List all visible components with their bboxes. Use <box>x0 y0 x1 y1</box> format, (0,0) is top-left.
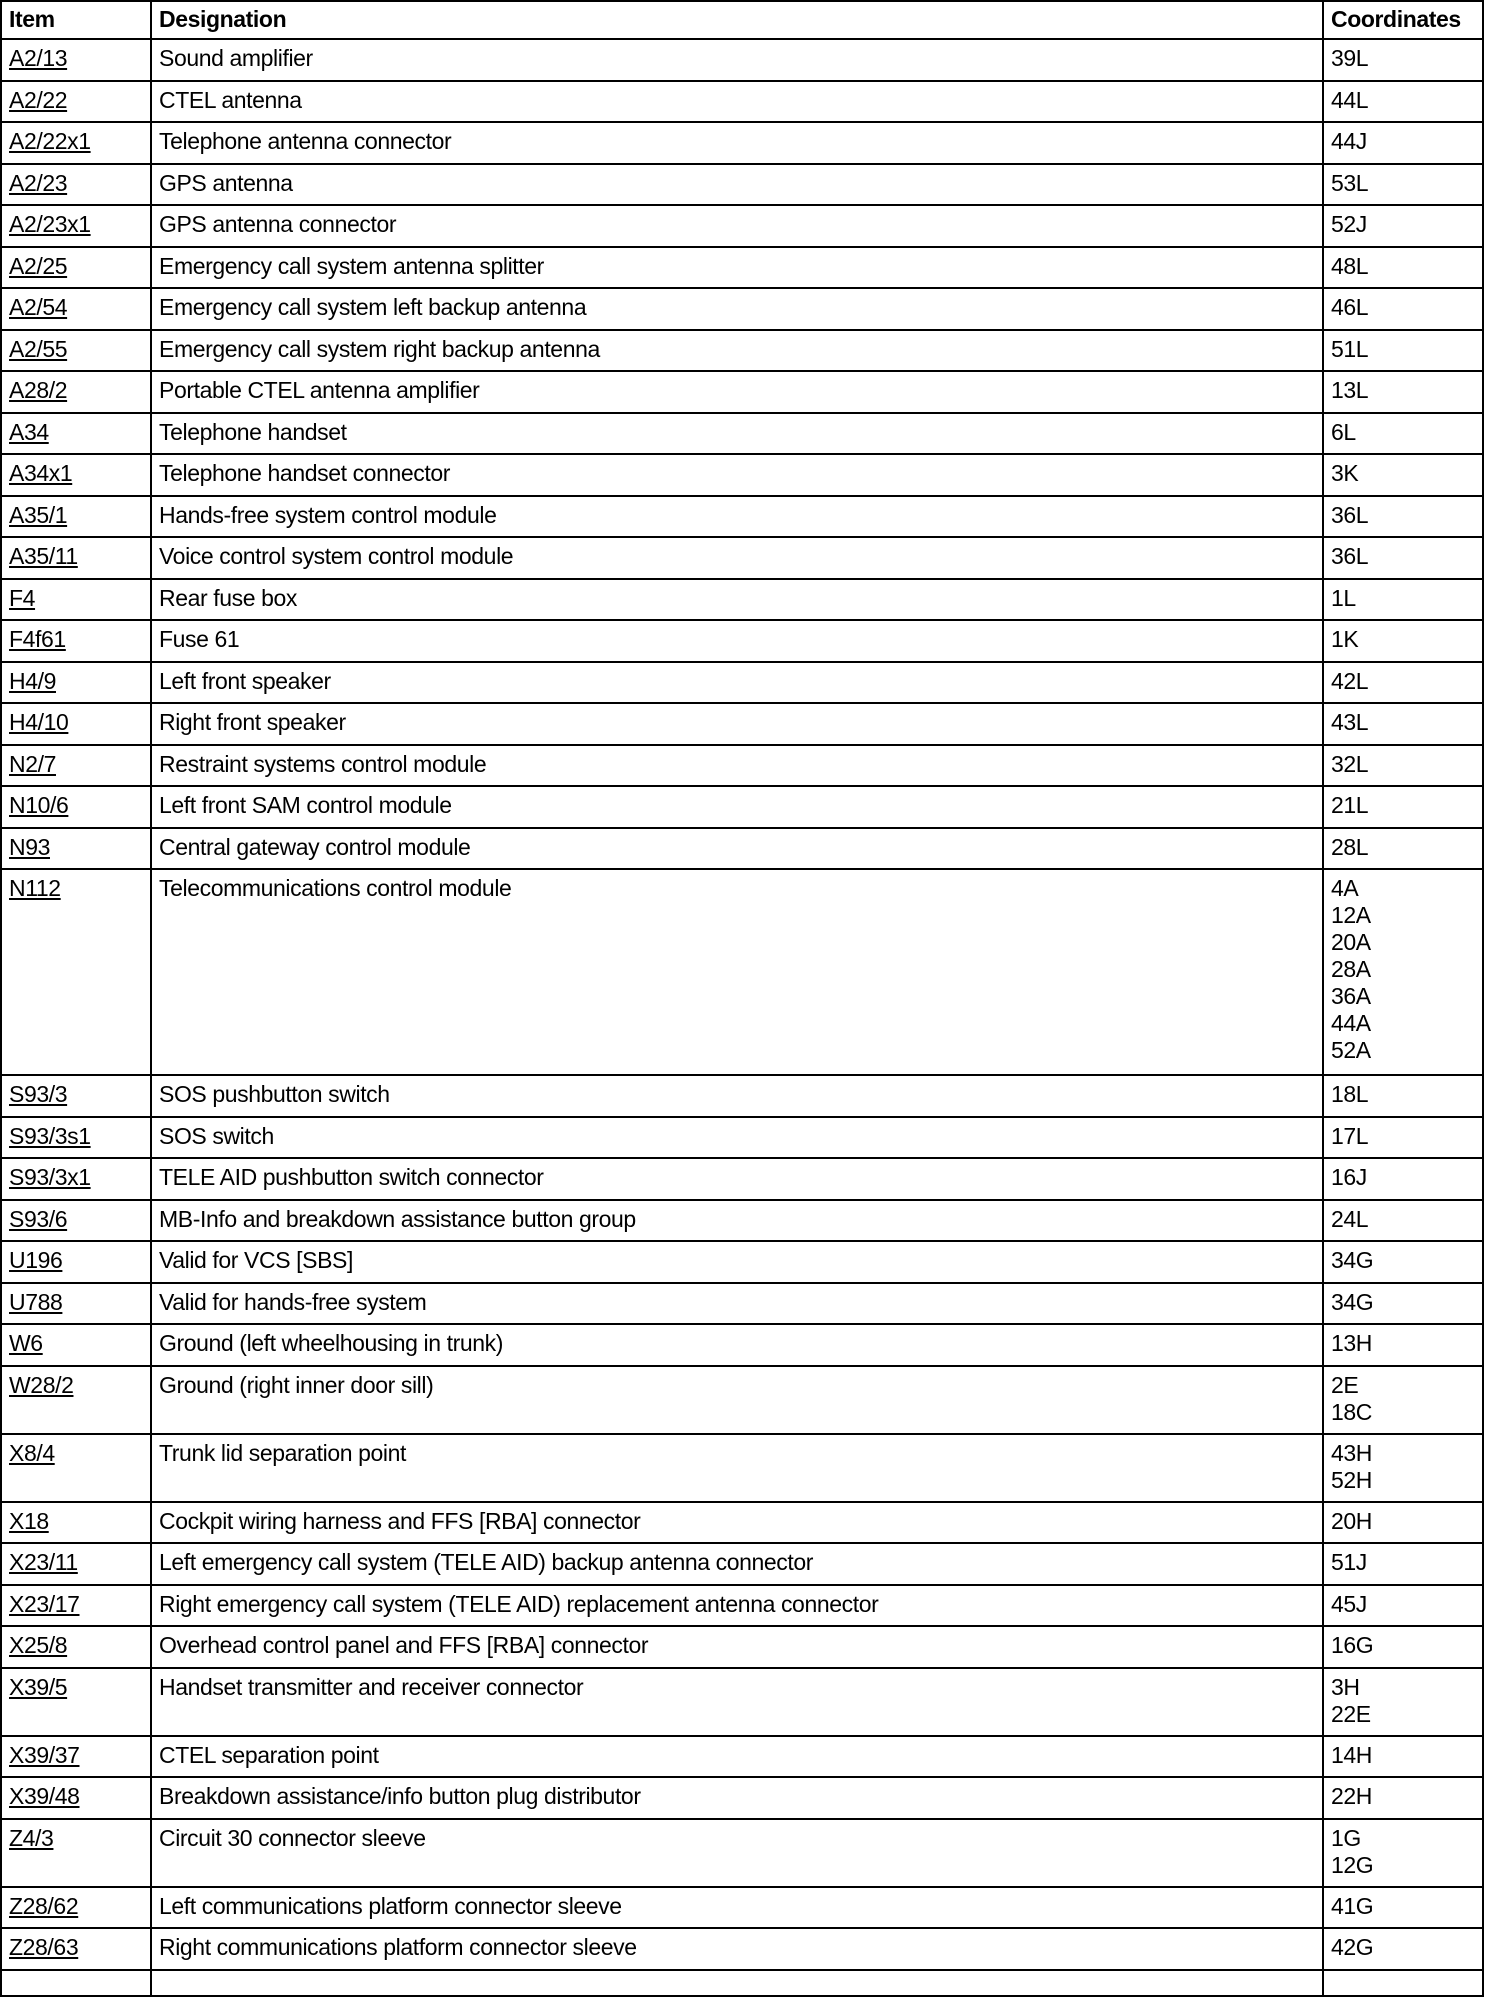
item-link[interactable]: A34x1 <box>9 460 73 486</box>
coordinate-value: 1L <box>1331 584 1356 611</box>
designation-cell: Trunk lid separation point <box>151 1434 1323 1502</box>
item-link[interactable]: H4/10 <box>9 709 69 735</box>
empty-cell <box>1323 1970 1483 1996</box>
coordinate-value: 51J <box>1331 1549 1367 1575</box>
coordinate-value: 18L <box>1331 1081 1369 1107</box>
item-cell <box>1 1585 151 1627</box>
table-row <box>1 1283 1483 1325</box>
table-row <box>1 662 1483 704</box>
table-row <box>1 496 1483 538</box>
table-row <box>1 1075 1483 1117</box>
table-row <box>1 1819 1483 1887</box>
item-link[interactable]: N93 <box>9 833 50 860</box>
table-row <box>1 1502 1483 1544</box>
item-cell <box>1 81 151 123</box>
table-row <box>1 1200 1483 1242</box>
coordinates-cell <box>1323 330 1483 372</box>
table-body <box>1 39 1483 1996</box>
coordinates-cell <box>1323 1819 1483 1887</box>
table-row <box>1 1117 1483 1159</box>
table-row <box>1 1543 1483 1585</box>
item-link[interactable]: A2/25 <box>9 252 68 279</box>
item-cell <box>1 662 151 704</box>
item-cell <box>1 288 151 330</box>
table-row <box>1 205 1483 247</box>
item-cell <box>1 496 151 538</box>
designation-cell: Valid for VCS [SBS] <box>151 1241 1323 1283</box>
item-link[interactable]: H4/9 <box>9 667 56 694</box>
coordinate-value: 28L <box>1331 833 1369 860</box>
designation-cell: Telecommunications control module <box>151 869 1323 1075</box>
designation-cell: Circuit 30 connector sleeve <box>151 1819 1323 1887</box>
coordinates-cell <box>1323 454 1483 496</box>
item-link[interactable]: X25/8 <box>9 1632 68 1658</box>
coordinate-value: 34G <box>1331 1288 1374 1315</box>
table-row <box>1 828 1483 870</box>
table-row <box>1 786 1483 828</box>
coordinate-value: 14H <box>1331 1741 1372 1768</box>
coordinates-cell <box>1323 703 1483 745</box>
designation-cell: Left front speaker <box>151 662 1323 704</box>
coordinates-cell <box>1323 1075 1483 1117</box>
empty-cell <box>1 1970 151 1996</box>
coordinates-cell <box>1323 579 1483 621</box>
designation-cell: CTEL antenna <box>151 81 1323 123</box>
item-link[interactable]: A2/13 <box>9 45 68 71</box>
coordinate-value: 44J <box>1331 128 1367 154</box>
coordinates-cell <box>1323 828 1483 870</box>
coordinate-value: 52J <box>1331 211 1367 237</box>
item-cell <box>1 745 151 787</box>
table-row <box>1 579 1483 621</box>
table-row <box>1 371 1483 413</box>
item-link[interactable]: A2/54 <box>9 294 68 320</box>
coordinate-value: 42G <box>1331 1934 1374 1960</box>
coordinate-value: 43H <box>1331 1439 1372 1466</box>
table-row <box>1 1585 1483 1627</box>
item-link[interactable]: N10/6 <box>9 792 69 818</box>
table-row <box>1 413 1483 455</box>
coordinates-cell <box>1323 1117 1483 1159</box>
coordinate-value: 18C <box>1331 1398 1372 1425</box>
item-link[interactable]: W28/2 <box>9 1371 74 1398</box>
item-cell <box>1 1887 151 1929</box>
coordinate-value: 52H <box>1331 1466 1372 1493</box>
item-cell <box>1 1434 151 1502</box>
item-cell <box>1 1075 151 1117</box>
coordinates-cell <box>1323 496 1483 538</box>
coordinate-value: 36L <box>1331 543 1369 569</box>
designation-cell: Right emergency call system (TELE AID) replacement antenna connector <box>151 1585 1323 1627</box>
table-row <box>1 1668 1483 1736</box>
coordinate-value: 1K <box>1331 626 1359 652</box>
table-row <box>1 1736 1483 1778</box>
item-cell <box>1 413 151 455</box>
item-cell <box>1 537 151 579</box>
item-link[interactable]: A2/22 <box>9 86 68 113</box>
designation-cell: Telephone antenna connector <box>151 122 1323 164</box>
designation-cell: Restraint systems control module <box>151 745 1323 787</box>
designation-cell: Left communications platform connector sleeve <box>151 1887 1323 1929</box>
item-link[interactable]: F4 <box>9 584 36 611</box>
table-row <box>1 537 1483 579</box>
item-cell <box>1 1241 151 1283</box>
designation-cell: GPS antenna connector <box>151 205 1323 247</box>
coordinate-value: 41G <box>1331 1892 1374 1919</box>
coordinate-value: 39L <box>1331 45 1369 71</box>
designation-cell: Telephone handset <box>151 413 1323 455</box>
coordinate-value: 36A <box>1331 983 1371 1009</box>
table-row <box>1 620 1483 662</box>
coordinates-cell <box>1323 1543 1483 1585</box>
item-cell <box>1 1819 151 1887</box>
empty-cell <box>151 1970 1323 1996</box>
coordinates-cell <box>1323 1777 1483 1819</box>
item-link[interactable]: N112 <box>9 875 61 901</box>
table-row <box>1 1626 1483 1668</box>
item-link[interactable]: S93/3x1 <box>9 1164 91 1190</box>
item-link[interactable]: A28/2 <box>9 377 68 403</box>
item-cell <box>1 1158 151 1200</box>
item-cell <box>1 786 151 828</box>
designation-cell: Voice control system control module <box>151 537 1323 579</box>
coordinates-cell <box>1323 247 1483 289</box>
item-cell <box>1 1200 151 1242</box>
item-cell <box>1 122 151 164</box>
coordinates-cell <box>1323 1502 1483 1544</box>
item-link[interactable]: A2/55 <box>9 335 68 362</box>
coordinates-cell <box>1323 288 1483 330</box>
coordinate-value: 42L <box>1331 667 1369 694</box>
coordinates-cell <box>1323 371 1483 413</box>
item-cell <box>1 205 151 247</box>
table-row <box>1 164 1483 206</box>
coordinate-value: 13H <box>1331 1330 1372 1356</box>
item-link[interactable]: X39/5 <box>9 1673 68 1700</box>
coordinates-cell <box>1323 205 1483 247</box>
designation-cell: Breakdown assistance/info button plug distributor <box>151 1777 1323 1819</box>
coordinate-value: 1G <box>1331 1824 1361 1851</box>
designation-cell: Left front SAM control module <box>151 786 1323 828</box>
table-row <box>1 1324 1483 1366</box>
coordinate-value: 12G <box>1331 1851 1374 1878</box>
item-cell <box>1 164 151 206</box>
item-cell <box>1 1736 151 1778</box>
item-link[interactable]: X39/37 <box>9 1741 80 1768</box>
table-row <box>1 288 1483 330</box>
coordinate-value: 3K <box>1331 460 1359 486</box>
item-cell <box>1 1117 151 1159</box>
table-row <box>1 81 1483 123</box>
empty-row <box>1 1970 1483 1996</box>
table-row <box>1 703 1483 745</box>
coordinates-cell <box>1323 122 1483 164</box>
coordinates-cell <box>1323 1200 1483 1242</box>
coordinates-cell <box>1323 1736 1483 1778</box>
item-cell <box>1 869 151 1075</box>
item-cell <box>1 371 151 413</box>
header-item: Item <box>1 1 151 39</box>
table-row <box>1 330 1483 372</box>
designation-cell: Hands-free system control module <box>151 496 1323 538</box>
item-cell <box>1 1928 151 1970</box>
table-row <box>1 1158 1483 1200</box>
coordinate-value: 16J <box>1331 1164 1367 1190</box>
item-link[interactable]: X8/4 <box>9 1439 55 1466</box>
item-link[interactable]: Z28/63 <box>9 1934 79 1960</box>
coordinates-cell <box>1323 1434 1483 1502</box>
coordinate-value: 12A <box>1331 902 1371 928</box>
table-row <box>1 1241 1483 1283</box>
table-row <box>1 247 1483 289</box>
item-cell <box>1 1502 151 1544</box>
coordinates-cell <box>1323 869 1483 1075</box>
item-cell <box>1 703 151 745</box>
item-link[interactable]: A2/23 <box>9 169 68 196</box>
designation-cell: Right front speaker <box>151 703 1323 745</box>
coordinate-value: 3H <box>1331 1673 1360 1700</box>
item-cell <box>1 1283 151 1325</box>
coordinate-value: 21L <box>1331 792 1369 818</box>
item-link[interactable]: X23/17 <box>9 1590 80 1617</box>
designation-cell: Emergency call system right backup antenna <box>151 330 1323 372</box>
item-cell <box>1 620 151 662</box>
coordinates-cell <box>1323 1241 1483 1283</box>
coordinates-cell <box>1323 745 1483 787</box>
coordinate-value: 16G <box>1331 1632 1374 1658</box>
coordinates-cell <box>1323 1626 1483 1668</box>
item-cell <box>1 579 151 621</box>
coordinates-cell <box>1323 620 1483 662</box>
coordinates-cell <box>1323 1585 1483 1627</box>
designation-cell: Ground (left wheelhousing in trunk) <box>151 1324 1323 1366</box>
designation-cell: Emergency call system antenna splitter <box>151 247 1323 289</box>
item-link[interactable]: U196 <box>9 1247 63 1273</box>
item-link[interactable]: X39/48 <box>9 1783 80 1809</box>
item-link[interactable]: S93/3 <box>9 1081 68 1107</box>
coordinate-value: 48L <box>1331 252 1369 279</box>
item-cell <box>1 828 151 870</box>
item-cell <box>1 1626 151 1668</box>
table-row <box>1 1777 1483 1819</box>
designation-cell: SOS pushbutton switch <box>151 1075 1323 1117</box>
coordinates-cell <box>1323 413 1483 455</box>
coordinates-cell <box>1323 1158 1483 1200</box>
table-row <box>1 1928 1483 1970</box>
designation-cell: Telephone handset connector <box>151 454 1323 496</box>
coordinate-value: 20A <box>1331 929 1371 955</box>
item-cell <box>1 39 151 81</box>
item-link[interactable]: Z4/3 <box>9 1824 54 1851</box>
item-cell <box>1 1668 151 1736</box>
item-cell <box>1 1543 151 1585</box>
designation-cell: TELE AID pushbutton switch connector <box>151 1158 1323 1200</box>
item-cell <box>1 1366 151 1434</box>
coordinate-value: 45J <box>1331 1590 1367 1617</box>
table-row <box>1 122 1483 164</box>
designation-cell: Emergency call system left backup antenna <box>151 288 1323 330</box>
item-link[interactable]: W6 <box>9 1330 43 1356</box>
item-link[interactable]: A2/23x1 <box>9 211 91 237</box>
item-link[interactable]: X23/11 <box>9 1549 78 1575</box>
designation-cell: Fuse 61 <box>151 620 1323 662</box>
item-link[interactable]: A34 <box>9 418 49 445</box>
designation-cell: MB-Info and breakdown assistance button group <box>151 1200 1323 1242</box>
item-link[interactable]: S93/3s1 <box>9 1122 91 1149</box>
item-cell <box>1 1324 151 1366</box>
item-link[interactable]: F4f61 <box>9 626 66 652</box>
designation-cell: Valid for hands-free system <box>151 1283 1323 1325</box>
coordinates-cell <box>1323 164 1483 206</box>
table-row <box>1 745 1483 787</box>
coordinates-cell <box>1323 1283 1483 1325</box>
coordinates-cell <box>1323 1668 1483 1736</box>
coordinates-cell <box>1323 39 1483 81</box>
table-row <box>1 454 1483 496</box>
coordinate-value: 20H <box>1331 1507 1372 1534</box>
coordinates-cell <box>1323 1928 1483 1970</box>
coordinate-value: 28A <box>1331 956 1371 982</box>
coordinate-value: 22E <box>1331 1700 1371 1727</box>
coordinate-value: 4A <box>1331 875 1359 901</box>
table-row <box>1 869 1483 1075</box>
coordinate-value: 44L <box>1331 86 1369 113</box>
coordinate-value: 52A <box>1331 1037 1371 1063</box>
designation-cell: Portable CTEL antenna amplifier <box>151 371 1323 413</box>
coordinate-value: 32L <box>1331 750 1369 777</box>
designation-cell: Overhead control panel and FFS [RBA] connector <box>151 1626 1323 1668</box>
table-row <box>1 39 1483 81</box>
designation-cell: SOS switch <box>151 1117 1323 1159</box>
coordinate-value: 34G <box>1331 1247 1374 1273</box>
designation-cell: Rear fuse box <box>151 579 1323 621</box>
table-row <box>1 1887 1483 1929</box>
item-link[interactable]: A2/22x1 <box>9 128 91 154</box>
coordinate-value: 44A <box>1331 1010 1371 1036</box>
designation-cell: Left emergency call system (TELE AID) backup antenna connector <box>151 1543 1323 1585</box>
header-coordinates: Coordinates <box>1323 1 1483 39</box>
item-link[interactable]: A35/11 <box>9 543 78 569</box>
coordinate-value: 36L <box>1331 501 1369 528</box>
designation-cell: GPS antenna <box>151 164 1323 206</box>
coordinates-cell <box>1323 1887 1483 1929</box>
item-link[interactable]: U788 <box>9 1288 63 1315</box>
coordinate-value: 6L <box>1331 418 1356 445</box>
designation-cell: Ground (right inner door sill) <box>151 1366 1323 1434</box>
coordinate-value: 22H <box>1331 1783 1372 1809</box>
coordinate-value: 13L <box>1331 377 1369 403</box>
coordinate-value: 24L <box>1331 1205 1369 1232</box>
designation-cell: Central gateway control module <box>151 828 1323 870</box>
header-designation: Designation <box>151 1 1323 39</box>
coordinate-value: 43L <box>1331 709 1369 735</box>
coordinate-value: 51L <box>1331 335 1369 362</box>
designation-cell: Handset transmitter and receiver connector <box>151 1668 1323 1736</box>
coordinate-value: 2E <box>1331 1371 1359 1398</box>
coordinates-cell <box>1323 786 1483 828</box>
coordinate-value: 46L <box>1331 294 1369 320</box>
item-cell <box>1 330 151 372</box>
designation-cell: CTEL separation point <box>151 1736 1323 1778</box>
designation-cell: Sound amplifier <box>151 39 1323 81</box>
coordinate-value: 53L <box>1331 169 1369 196</box>
table-row <box>1 1434 1483 1502</box>
item-link[interactable]: Z28/62 <box>9 1892 79 1919</box>
table-row <box>1 1366 1483 1434</box>
coordinate-value: 17L <box>1331 1122 1369 1149</box>
item-link[interactable]: N2/7 <box>9 750 56 777</box>
item-cell <box>1 1777 151 1819</box>
coordinates-cell <box>1323 1366 1483 1434</box>
item-cell <box>1 454 151 496</box>
item-link[interactable]: A35/1 <box>9 501 68 528</box>
coordinates-cell <box>1323 662 1483 704</box>
item-link[interactable]: S93/6 <box>9 1205 68 1232</box>
coordinates-cell <box>1323 81 1483 123</box>
coordinates-cell <box>1323 1324 1483 1366</box>
coordinates-cell <box>1323 537 1483 579</box>
item-link[interactable]: X18 <box>9 1507 49 1534</box>
designation-cell: Cockpit wiring harness and FFS [RBA] connector <box>151 1502 1323 1544</box>
item-cell <box>1 247 151 289</box>
designation-cell: Right communications platform connector sleeve <box>151 1928 1323 1970</box>
header-row <box>1 1 1483 39</box>
